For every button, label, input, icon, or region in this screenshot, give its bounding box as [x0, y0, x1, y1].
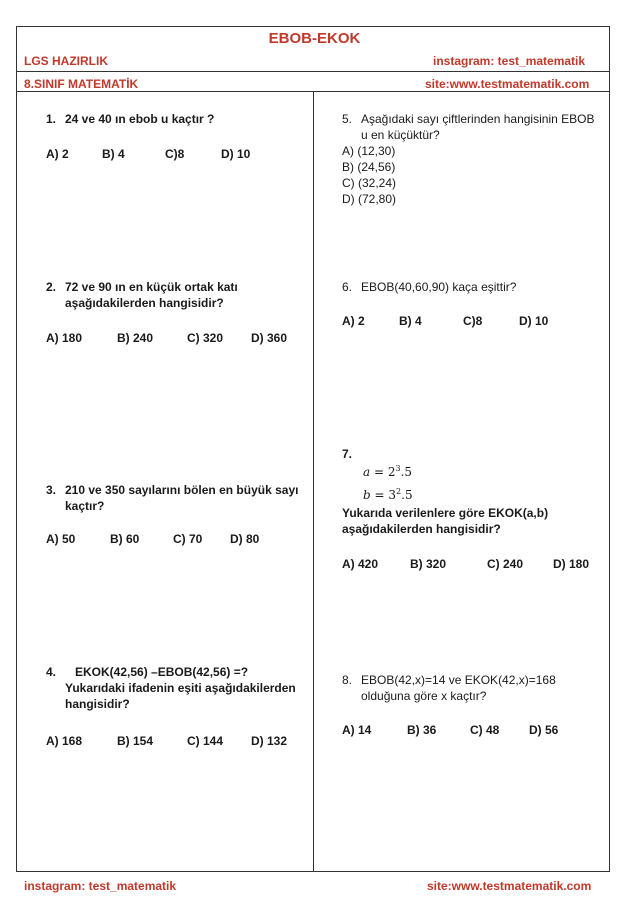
question-3-line2: kaçtır?: [65, 499, 105, 513]
q1-option-b[interactable]: B) 4: [102, 147, 125, 161]
question-5-number: 5.: [342, 112, 353, 126]
question-6-number: 6.: [342, 280, 353, 294]
question-8-line2: olduğuna göre x kaçtır?: [361, 689, 487, 703]
question-5-line2: u en küçüktür?: [361, 128, 440, 142]
q5-option-a[interactable]: A) (12,30): [342, 144, 396, 158]
question-1: [46, 111, 214, 127]
footer-instagram: instagram: test_matematik: [24, 879, 177, 893]
q7-option-a[interactable]: A) 420: [342, 557, 379, 571]
q1-option-a[interactable]: A) 2: [46, 147, 69, 161]
question-8-number: 8.: [342, 673, 353, 687]
q8-option-a[interactable]: A) 14: [342, 723, 372, 737]
q2-option-b[interactable]: B) 240: [117, 331, 154, 345]
question-1-number: 1.: [46, 112, 57, 126]
q7-equation-a: $a = 2^3.5$: [363, 464, 413, 479]
q7-option-d[interactable]: D) 180: [553, 557, 590, 571]
q6-option-a[interactable]: A) 2: [342, 314, 365, 328]
header-site: site:www.testmatematik.com: [425, 77, 590, 91]
q3-option-a[interactable]: A) 50: [46, 532, 76, 546]
question-7: [342, 505, 548, 537]
q5-option-b[interactable]: B) (24,56): [342, 160, 396, 174]
question-2-line1: 72 ve 90 ın en küçük ortak katı: [65, 280, 238, 294]
header-instagram: instagram: test_matematik: [433, 54, 586, 68]
question-4-line3: hangisidir?: [65, 697, 130, 711]
page-title: EBOB-EKOK: [268, 30, 361, 47]
q3-option-d[interactable]: D) 80: [230, 532, 260, 546]
q2-option-a[interactable]: A) 180: [46, 331, 83, 345]
question-5-line1: Aşağıdaki sayı çiftlerinden hangisinin EBOB: [361, 112, 595, 126]
question-2: [46, 279, 238, 311]
q8-option-b[interactable]: B) 36: [407, 723, 437, 737]
footer-site: site:www.testmatematik.com: [427, 879, 592, 893]
q1-option-d[interactable]: D) 10: [221, 147, 251, 161]
question-1-text: 24 ve 40 ın ebob u kaçtır ?: [65, 112, 215, 126]
question-7-line2: aşağıdakilerden hangisidir?: [342, 522, 501, 536]
question-4-line1: EKOK(42,56) –EBOB(42,56) =?: [75, 665, 249, 679]
q3-option-b[interactable]: B) 60: [110, 532, 140, 546]
q5-option-d[interactable]: D) (72,80): [342, 192, 397, 206]
q4-option-c[interactable]: C) 144: [187, 734, 224, 748]
question-2-number: 2.: [46, 280, 57, 294]
question-7-number: 7.: [342, 447, 353, 461]
q6-option-d[interactable]: D) 10: [519, 314, 549, 328]
q6-option-c[interactable]: C)8: [463, 314, 483, 328]
question-6-text: EBOB(40,60,90) kaça eşittir?: [361, 280, 517, 294]
q5-option-c[interactable]: C) (32,24): [342, 176, 397, 190]
question-4: [46, 664, 296, 712]
q8-option-d[interactable]: D) 56: [529, 723, 559, 737]
question-3-number: 3.: [46, 483, 57, 497]
q8-option-c[interactable]: C) 48: [470, 723, 500, 737]
question-4-number: 4.: [46, 665, 57, 679]
question-5: [342, 111, 594, 207]
q4-option-d[interactable]: D) 132: [251, 734, 288, 748]
q1-option-c[interactable]: C)8: [165, 147, 185, 161]
column-divider: [313, 92, 314, 872]
header-divider-1: [16, 71, 610, 72]
question-8-line1: EBOB(42,x)=14 ve EKOK(42,x)=168: [361, 673, 556, 687]
q2-option-d[interactable]: D) 360: [251, 331, 288, 345]
q4-option-b[interactable]: B) 154: [117, 734, 154, 748]
question-4-line2: Yukarıdaki ifadenin eşiti aşağıdakilerden: [65, 681, 296, 695]
question-8: [342, 672, 556, 704]
header-grade: 8.SINIF MATEMATİK: [24, 77, 139, 91]
question-6: [342, 279, 516, 295]
header-lgs: LGS HAZIRLIK: [24, 54, 108, 68]
q2-option-c[interactable]: C) 320: [187, 331, 224, 345]
q6-option-b[interactable]: B) 4: [399, 314, 422, 328]
q4-option-a[interactable]: A) 168: [46, 734, 83, 748]
question-3-line1: 210 ve 350 sayılarını bölen en büyük sayı: [65, 483, 299, 497]
q3-option-c[interactable]: C) 70: [173, 532, 203, 546]
q7-option-c[interactable]: C) 240: [487, 557, 524, 571]
q7-option-b[interactable]: B) 320: [410, 557, 447, 571]
question-3: [46, 482, 298, 514]
q7-equation-b: $b = 3^2.5$: [363, 487, 413, 502]
question-7-line1: Yukarıda verilenlere göre EKOK(a,b): [342, 506, 549, 520]
question-2-line2: aşağıdakilerden hangisidir?: [65, 296, 224, 310]
